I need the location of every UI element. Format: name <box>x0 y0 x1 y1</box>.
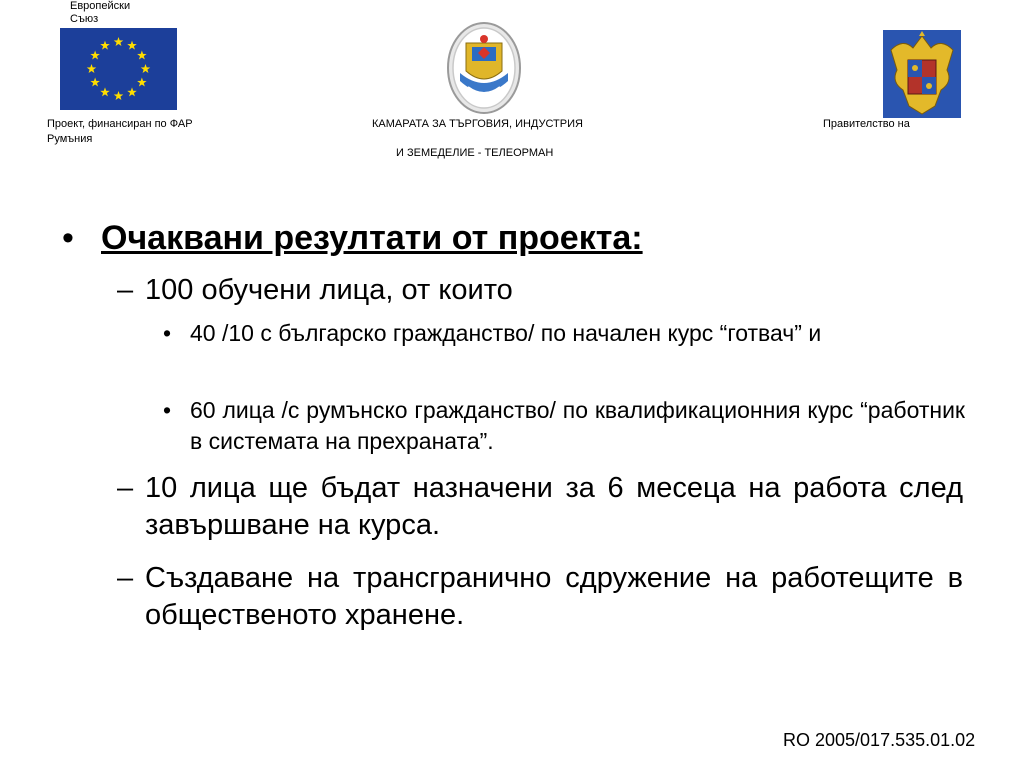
sub-bullet-symbol: • <box>163 320 172 346</box>
sub-item-text: 60 лица /с румънско гражданство/ по квалификационния курс “работник в системата на прехраната”. <box>190 397 965 454</box>
result-item-association <box>117 560 963 638</box>
header-right-text: Правителство на <box>823 118 910 130</box>
header-left-text-country: Румъния <box>47 133 93 145</box>
eu-caption <box>70 0 150 26</box>
result-item-trained <box>117 272 963 312</box>
eu-flag-graphic <box>60 28 177 110</box>
sub-item-text: 40 /10 с българско гражданство/ по начален курс “готвач” и <box>190 320 822 346</box>
chamber-emblem-icon <box>446 21 522 115</box>
result-item-text: Създаване на трансгранично сдружение на работещите в общественото хранене. <box>145 562 963 631</box>
romania-coat-of-arms-icon <box>883 30 961 118</box>
coat-of-arms-graphic <box>883 30 961 118</box>
eu-flag-icon <box>60 28 177 110</box>
header-chamber-line-1: КАМАРАТА ЗА ТЪРГОВИЯ, ИНДУСТРИЯ <box>372 118 583 130</box>
chamber-emblem-graphic <box>446 21 522 115</box>
result-item-text: 100 обучени лица, от които <box>145 274 513 306</box>
section-heading: Очаквани резултати от проекта: <box>101 219 643 257</box>
dash-symbol: – <box>117 472 134 504</box>
eu-caption-text: Европейски Съюз <box>70 0 131 25</box>
sub-bullet-symbol: • <box>163 397 172 423</box>
bullet-symbol: • <box>62 219 74 257</box>
result-item-employment <box>117 470 963 548</box>
project-code: RO 2005/017.535.01.02 <box>783 730 976 750</box>
dash-symbol: – <box>117 274 134 306</box>
result-item-text: 10 лица ще бъдат назначени за 6 месеца на работа след завършване на курса. <box>145 472 963 541</box>
header-left-text: Проект, финансиран по ФАР <box>47 118 193 130</box>
sub-item-romanian <box>163 395 965 461</box>
header-chamber-line-2: И ЗЕМЕДЕЛИЕ - ТЕЛЕОРМАН <box>396 147 554 159</box>
dash-symbol: – <box>117 562 134 594</box>
sub-item-bulgarian <box>163 318 965 384</box>
